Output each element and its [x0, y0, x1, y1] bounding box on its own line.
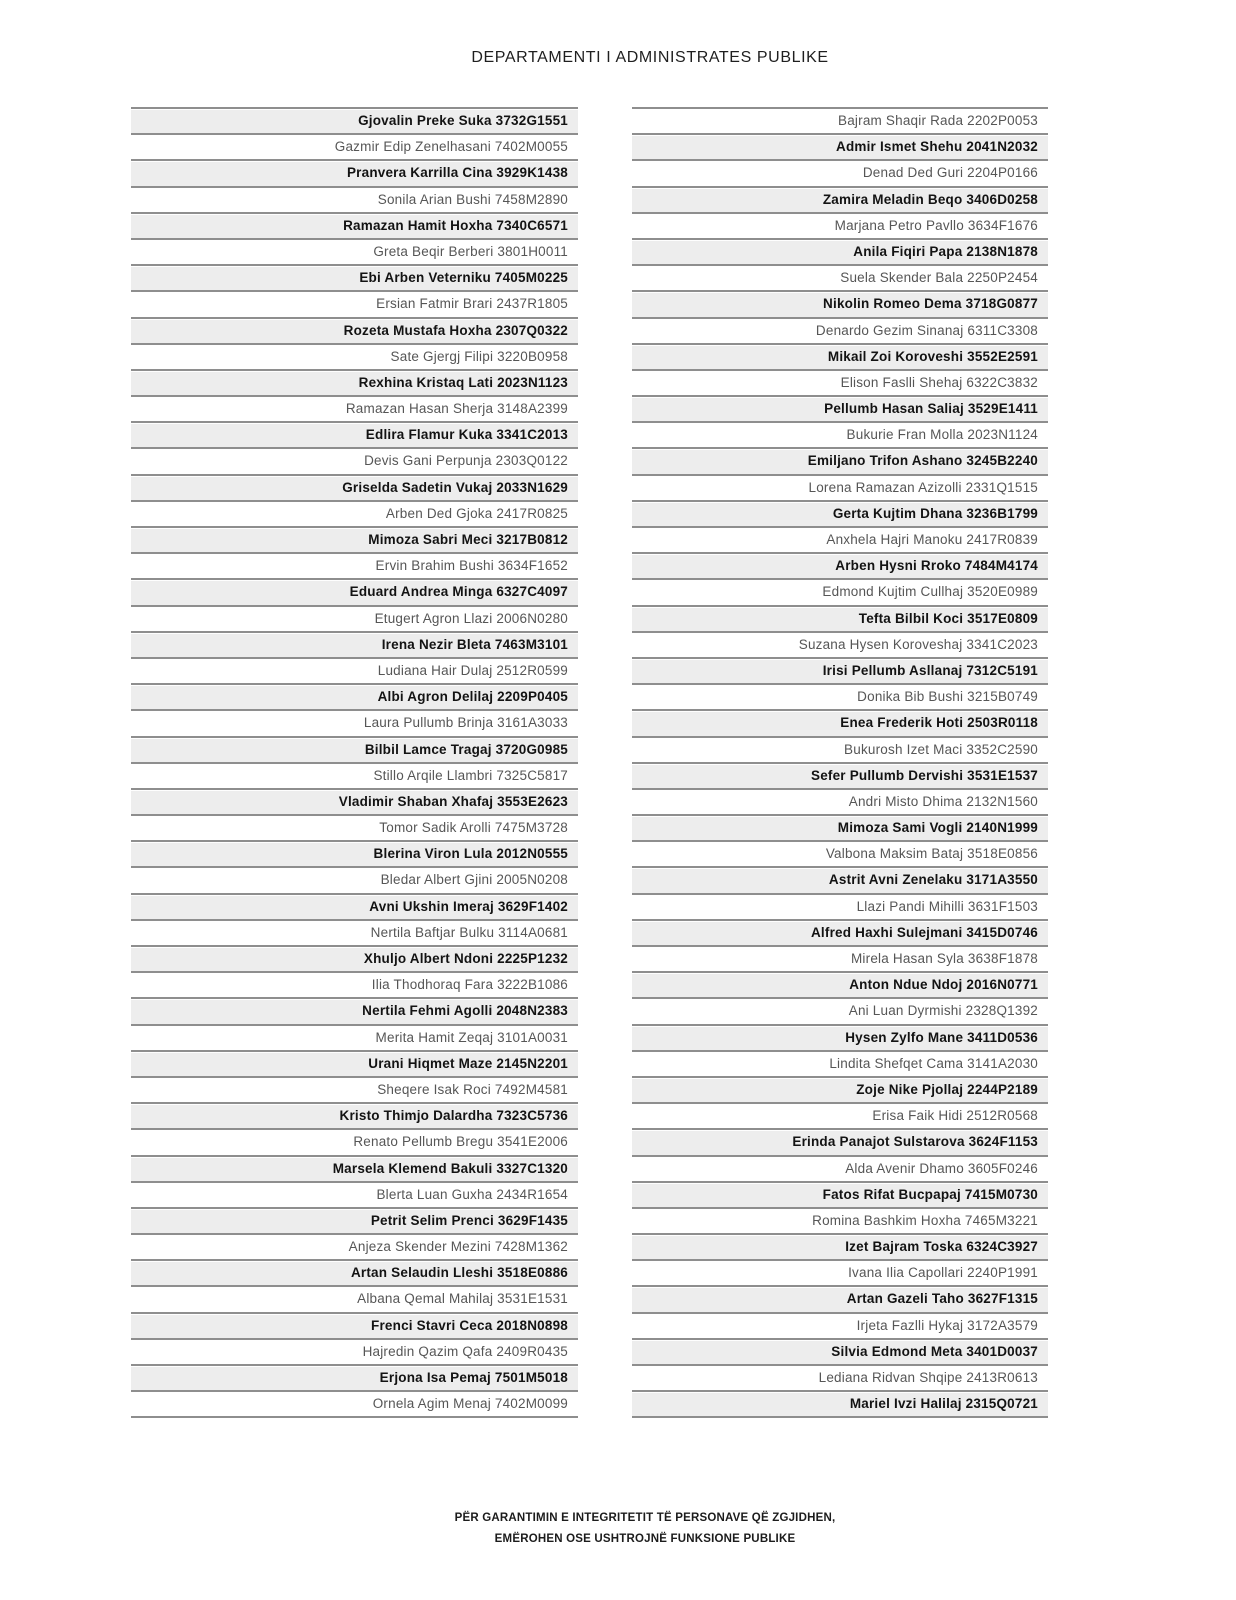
list-item: Arben Hysni Rroko 7484M4174 [632, 552, 1048, 578]
list-item: Romina Bashkim Hoxha 7465M3221 [632, 1207, 1048, 1233]
list-item: Urani Hiqmet Maze 2145N2201 [131, 1050, 578, 1076]
list-item: Anjeza Skender Mezini 7428M1362 [131, 1233, 578, 1259]
list-item: Silvia Edmond Meta 3401D0037 [632, 1338, 1048, 1364]
list-item: Griselda Sadetin Vukaj 2033N1629 [131, 474, 578, 500]
list-item: Emiljano Trifon Ashano 3245B2240 [632, 447, 1048, 473]
list-item: Kristo Thimjo Dalardha 7323C5736 [131, 1102, 578, 1128]
list-item: Nertila Fehmi Agolli 2048N2383 [131, 997, 578, 1023]
list-item: Rozeta Mustafa Hoxha 2307Q0322 [131, 317, 578, 343]
list-item: Mirela Hasan Syla 3638F1878 [632, 945, 1048, 971]
list-item: Fatos Rifat Bucpapaj 7415M0730 [632, 1181, 1048, 1207]
list-item: Valbona Maksim Bataj 3518E0856 [632, 840, 1048, 866]
list-item: Mikail Zoi Koroveshi 3552E2591 [632, 343, 1048, 369]
list-item: Lediana Ridvan Shqipe 2413R0613 [632, 1364, 1048, 1390]
list-item: Elison Faslli Shehaj 6322C3832 [632, 369, 1048, 395]
list-item: Edlira Flamur Kuka 3341C2013 [131, 421, 578, 447]
list-item: Arben Ded Gjoka 2417R0825 [131, 500, 578, 526]
list-item: Suzana Hysen Koroveshaj 3341C2023 [632, 631, 1048, 657]
list-item: Enea Frederik Hoti 2503R0118 [632, 709, 1048, 735]
list-item: Sate Gjergj Filipi 3220B0958 [131, 343, 578, 369]
list-item: Stillo Arqile Llambri 7325C5817 [131, 762, 578, 788]
footer [27, 1508, 1236, 1550]
list-item: Mariel Ivzi Halilaj 2315Q0721 [632, 1390, 1048, 1416]
list-item: Erinda Panajot Sulstarova 3624F1153 [632, 1128, 1048, 1154]
name-list-column-right [632, 107, 1048, 1418]
list-item: Nertila Baftjar Bulku 3114A0681 [131, 919, 578, 945]
list-item: Hysen Zylfo Mane 3411D0536 [632, 1024, 1048, 1050]
list-item: Bukurosh Izet Maci 3352C2590 [632, 736, 1048, 762]
list-item: Lorena Ramazan Azizolli 2331Q1515 [632, 474, 1048, 500]
list-item: Merita Hamit Zeqaj 3101A0031 [131, 1024, 578, 1050]
list-item: Erisa Faik Hidi 2512R0568 [632, 1102, 1048, 1128]
list-item: Admir Ismet Shehu 2041N2032 [632, 133, 1048, 159]
list-item: Sefer Pullumb Dervishi 3531E1537 [632, 762, 1048, 788]
list-item: Nikolin Romeo Dema 3718G0877 [632, 290, 1048, 316]
list-item: Albi Agron Delilaj 2209P0405 [131, 683, 578, 709]
footer-line-2: EMËROHEN OSE USHTROJNË FUNKSIONE PUBLIKE [494, 1533, 796, 1545]
list-item: Zamira Meladin Beqo 3406D0258 [632, 186, 1048, 212]
list-item: Anila Fiqiri Papa 2138N1878 [632, 238, 1048, 264]
list-item: Renato Pellumb Bregu 3541E2006 [131, 1128, 578, 1154]
list-item: Irjeta Fazlli Hykaj 3172A3579 [632, 1312, 1048, 1338]
list-item: Albana Qemal Mahilaj 3531E1531 [131, 1285, 578, 1311]
list-item: Alfred Haxhi Sulejmani 3415D0746 [632, 919, 1048, 945]
list-item: Anton Ndue Ndoj 2016N0771 [632, 971, 1048, 997]
list-item: Ebi Arben Veterniku 7405M0225 [131, 264, 578, 290]
list-item: Gerta Kujtim Dhana 3236B1799 [632, 500, 1048, 526]
list-item: Gjovalin Preke Suka 3732G1551 [131, 107, 578, 133]
list-item: Donika Bib Bushi 3215B0749 [632, 683, 1048, 709]
list-item: Blerina Viron Lula 2012N0555 [131, 840, 578, 866]
list-item: Zoje Nike Pjollaj 2244P2189 [632, 1076, 1048, 1102]
list-item: Xhuljo Albert Ndoni 2225P1232 [131, 945, 578, 971]
list-item: Bilbil Lamce Tragaj 3720G0985 [131, 736, 578, 762]
list-item: Eduard Andrea Minga 6327C4097 [131, 578, 578, 604]
list-item: Vladimir Shaban Xhafaj 3553E2623 [131, 788, 578, 814]
list-item: Ersian Fatmir Brari 2437R1805 [131, 290, 578, 316]
list-item: Pranvera Karrilla Cina 3929K1438 [131, 159, 578, 185]
list-item: Marsela Klemend Bakuli 3327C1320 [131, 1155, 578, 1181]
list-item: Llazi Pandi Mihilli 3631F1503 [632, 893, 1048, 919]
list-item: Rexhina Kristaq Lati 2023N1123 [131, 369, 578, 395]
list-item: Tomor Sadik Arolli 7475M3728 [131, 814, 578, 840]
name-list-column-left [131, 107, 578, 1418]
list-item: Ivana Ilia Capollari 2240P1991 [632, 1259, 1048, 1285]
list-item: Andri Misto Dhima 2132N1560 [632, 788, 1048, 814]
list-item: Ilia Thodhoraq Fara 3222B1086 [131, 971, 578, 997]
page-title: DEPARTAMENTI I ADMINISTRATES PUBLIKE [471, 49, 829, 66]
list-item: Ervin Brahim Bushi 3634F1652 [131, 552, 578, 578]
list-item: Mimoza Sami Vogli 2140N1999 [632, 814, 1048, 840]
list-item: Anxhela Hajri Manoku 2417R0839 [632, 526, 1048, 552]
list-item: Denad Ded Guri 2204P0166 [632, 159, 1048, 185]
list-item: Tefta Bilbil Koci 3517E0809 [632, 605, 1048, 631]
list-item: Artan Selaudin Lleshi 3518E0886 [131, 1259, 578, 1285]
list-item: Bajram Shaqir Rada 2202P0053 [632, 107, 1048, 133]
list-item: Ornela Agim Menaj 7402M0099 [131, 1390, 578, 1416]
list-item: Mimoza Sabri Meci 3217B0812 [131, 526, 578, 552]
list-item: Ramazan Hamit Hoxha 7340C6571 [131, 212, 578, 238]
list-item: Alda Avenir Dhamo 3605F0246 [632, 1155, 1048, 1181]
list-item: Erjona Isa Pemaj 7501M5018 [131, 1364, 578, 1390]
list-item: Blerta Luan Guxha 2434R1654 [131, 1181, 578, 1207]
list-item: Greta Beqir Berberi 3801H0011 [131, 238, 578, 264]
list-item: Lindita Shefqet Cama 3141A2030 [632, 1050, 1048, 1076]
list-item: Denardo Gezim Sinanaj 6311C3308 [632, 317, 1048, 343]
list-item: Petrit Selim Prenci 3629F1435 [131, 1207, 578, 1233]
list-item: Ani Luan Dyrmishi 2328Q1392 [632, 997, 1048, 1023]
list-item: Irisi Pellumb Asllanaj 7312C5191 [632, 657, 1048, 683]
list-item: Suela Skender Bala 2250P2454 [632, 264, 1048, 290]
list-item: Pellumb Hasan Saliaj 3529E1411 [632, 395, 1048, 421]
list-item: Etugert Agron Llazi 2006N0280 [131, 605, 578, 631]
list-item: Astrit Avni Zenelaku 3171A3550 [632, 866, 1048, 892]
list-item: Ramazan Hasan Sherja 3148A2399 [131, 395, 578, 421]
list-item: Artan Gazeli Taho 3627F1315 [632, 1285, 1048, 1311]
list-item: Izet Bajram Toska 6324C3927 [632, 1233, 1048, 1259]
list-item: Gazmir Edip Zenelhasani 7402M0055 [131, 133, 578, 159]
list-item: Edmond Kujtim Cullhaj 3520E0989 [632, 578, 1048, 604]
list-item: Ludiana Hair Dulaj 2512R0599 [131, 657, 578, 683]
list-item: Laura Pullumb Brinja 3161A3033 [131, 709, 578, 735]
list-item: Irena Nezir Bleta 7463M3101 [131, 631, 578, 657]
list-item: Frenci Stavri Ceca 2018N0898 [131, 1312, 578, 1338]
list-item: Hajredin Qazim Qafa 2409R0435 [131, 1338, 578, 1364]
list-item: Bledar Albert Gjini 2005N0208 [131, 866, 578, 892]
list-item: Marjana Petro Pavllo 3634F1676 [632, 212, 1048, 238]
list-item: Avni Ukshin Imeraj 3629F1402 [131, 893, 578, 919]
list-item: Sheqere Isak Roci 7492M4581 [131, 1076, 578, 1102]
list-item: Sonila Arian Bushi 7458M2890 [131, 186, 578, 212]
list-item: Bukurie Fran Molla 2023N1124 [632, 421, 1048, 447]
list-item: Devis Gani Perpunja 2303Q0122 [131, 447, 578, 473]
footer-line-1: PËR GARANTIMIN E INTEGRITETIT TË PERSONAVE QË ZGJIDHEN, [454, 1512, 836, 1524]
